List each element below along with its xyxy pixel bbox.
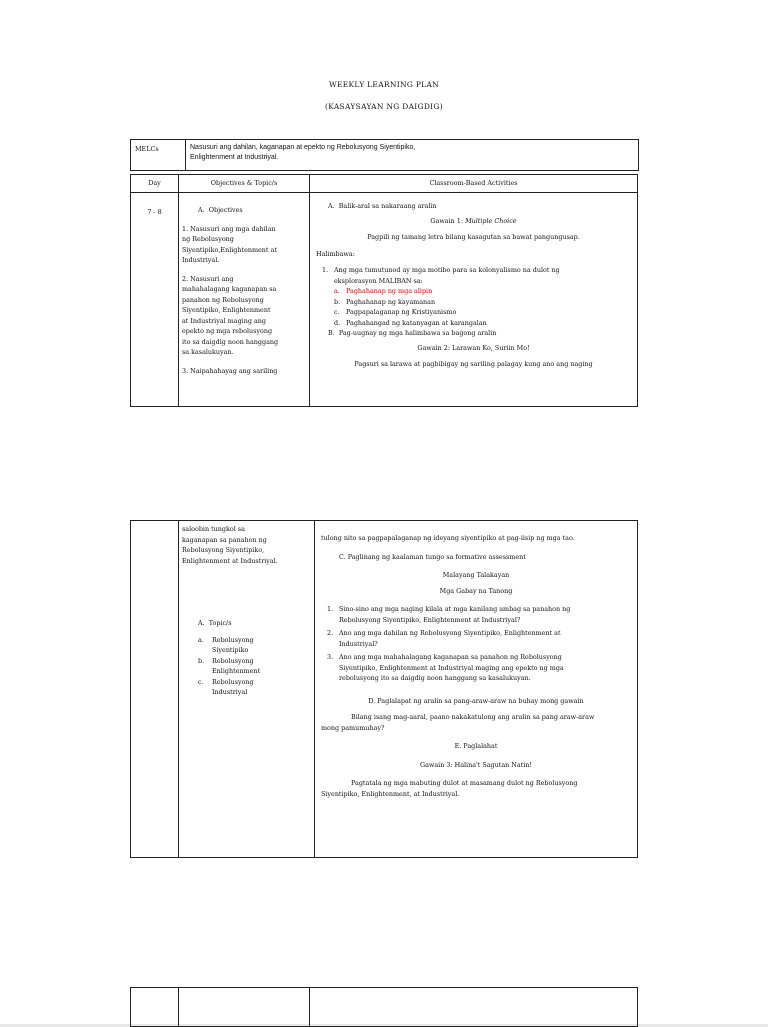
activity-e: E. Paglalahat (454, 742, 498, 750)
objective-1: 1. Nasusuri ang mga dahilan ng Rebolusyong Siyentipiko,Enlightenment at Industriyal. (182, 224, 277, 264)
activities-cell-cont (315, 521, 638, 858)
gawain-3-line-2: Siyentipiko, Enlightenment, at Industriyal. (321, 789, 460, 798)
melcs-label: MELCs (135, 145, 159, 153)
guide-question-1: 1. Sino-sino ang mga naging kilala at mga kanilang ambag sa panahon ng Rebolusyong Siyentipiko, Enlightenment at Industriyal? (327, 605, 571, 624)
doc-subtitle: (KASAYSAYAN NG DAIGDIG) (325, 102, 443, 111)
gawain-3: Gawain 3: Halina't Sagutan Natin! (419, 760, 532, 769)
header-objectives: Objectives & Topic/s (179, 175, 310, 193)
gawain-2: Gawain 2: Larawan Ko, Suriin Mo! (417, 343, 530, 352)
question-1: 1. Ang mga tumutunod ay mga motibo para sa kolonyalismo na dulot ng eksplorasyon MALIBAN sa: (322, 266, 560, 285)
gabay-na-tanong: Mga Gabay na Tanong (439, 586, 513, 595)
choice-b: b. Paghahanap ng kayamanan (334, 297, 436, 306)
activity-c: C. Paglinang ng kaalaman tungo sa formative assessment (339, 552, 526, 561)
objectives-heading: A. Objectives (198, 206, 243, 214)
choice-a: a. Paghahanap ng mga alipin (334, 287, 433, 295)
melcs-line-1: Nasusuri ang dahilan, kaganapan at epekto ng Rebolusyong Siyentipiko, (190, 144, 416, 151)
plan-table-page2 (130, 520, 638, 858)
topics-list (182, 635, 312, 698)
guide-questions (321, 604, 631, 684)
objective-3-cont: saloobin tungkol sa kaganapan sa panahon ng Rebolusyong Siyentipiko, Enlightenment at Industriyal. (182, 525, 278, 565)
objectives-cell (179, 193, 310, 407)
halimbawa-label: Halimbawa: (316, 249, 355, 258)
activity-b: B. Pag-uugnay ng mga halimbawa sa bagong aralin (328, 329, 497, 337)
objectives-cell-cont (179, 521, 315, 858)
page3-day-cell (131, 988, 179, 1027)
page3-activities-cell (310, 988, 638, 1027)
topic-c: c. Rebolusyong Industriyal (198, 677, 254, 696)
activity-d-question-1: Bilang isang mag-aaral, paano nakakatulong ang aralin sa pang araw-araw (351, 713, 595, 721)
gawain-2-cont: tulong nito sa pagpapalaganap ng ideyang siyentipiko at pag-iisip ng mga tao. (321, 534, 575, 542)
header-day: Day (131, 175, 179, 193)
page3-objectives-cell (179, 988, 310, 1027)
header-activities: Classroom-Based Activities (310, 175, 638, 193)
choices-list (316, 286, 631, 328)
topics-heading: A. Topic/s (198, 619, 232, 627)
melcs-table (130, 139, 639, 171)
activities-cell (310, 193, 638, 407)
objective-3: 3. Naipahahayag ang sariling (182, 366, 278, 375)
gawain-1-instruction: Pagpili ng tamang letra bilang kasagutan sa bawat pangungusap. (367, 233, 580, 241)
melcs-label-cell (131, 140, 186, 171)
doc-title: WEEKLY LEARNING PLAN (328, 80, 440, 89)
gawain-1: Gawain 1: Multiple Choice (430, 216, 517, 225)
plan-table-page3 (130, 987, 638, 1027)
plan-table-page1 (130, 174, 638, 407)
day-value: 7 - 8 (131, 193, 179, 407)
choice-d: d. Paghahangad ng katanyagan at karangalan (334, 318, 487, 327)
activity-d-question-2: mong pamumuhay? (321, 723, 385, 732)
topic-b: b. Rebolusyong Enlightenment (198, 656, 261, 675)
activity-a: A. Balik-aral sa nakaraang aralin (328, 202, 437, 210)
melcs-text-cell (186, 140, 639, 171)
topic-a: a. Rebolusyong Siyentipiko (198, 635, 254, 654)
gawain-3-line-1: Pagtatala ng mga mabuting dulot at masamang dulot ng Rebolusyong (351, 779, 578, 787)
choice-c: c. Pagpapalaganap ng Kristiyanismo (334, 308, 457, 316)
guide-question-3: 3. Ano ang mga mahahalagang kaganapan sa panahon ng Rebolusyong Siyentipiko, Enlightenment at Industriyal maging ang epekto ng mga rebolusyong ito sa daigdig noon hanggang sa kasalukuyan. (327, 653, 564, 682)
day-cell-empty (131, 521, 179, 858)
melcs-line-2: Enlightenment at Industriyal. (190, 154, 279, 161)
objective-2: 2. Nasusuri ang mahahalagang kaganapan sa panahon ng Rebolusyong Siyentipiko, Enlightenment at Industriyal maging ang epekto ng mga rebolusyong ito sa daigdig noon hanggang sa kasalukuyan. (182, 274, 279, 356)
gawain-2-instruction: Pagsuri sa larawa at pagbibigay ng sariling palagay kung ano ang naging (354, 360, 593, 368)
activity-d: D. Paglalapat ng aralin sa pang-araw-araw na buhay mong gawain (368, 696, 584, 705)
guide-question-2: 2. Ano ang mga dahilan ng Rebolusyong Siyentipiko, Enlightenment at Industriyal? (327, 629, 561, 648)
malayang-talakayan: Malayang Talakayan (442, 571, 510, 579)
